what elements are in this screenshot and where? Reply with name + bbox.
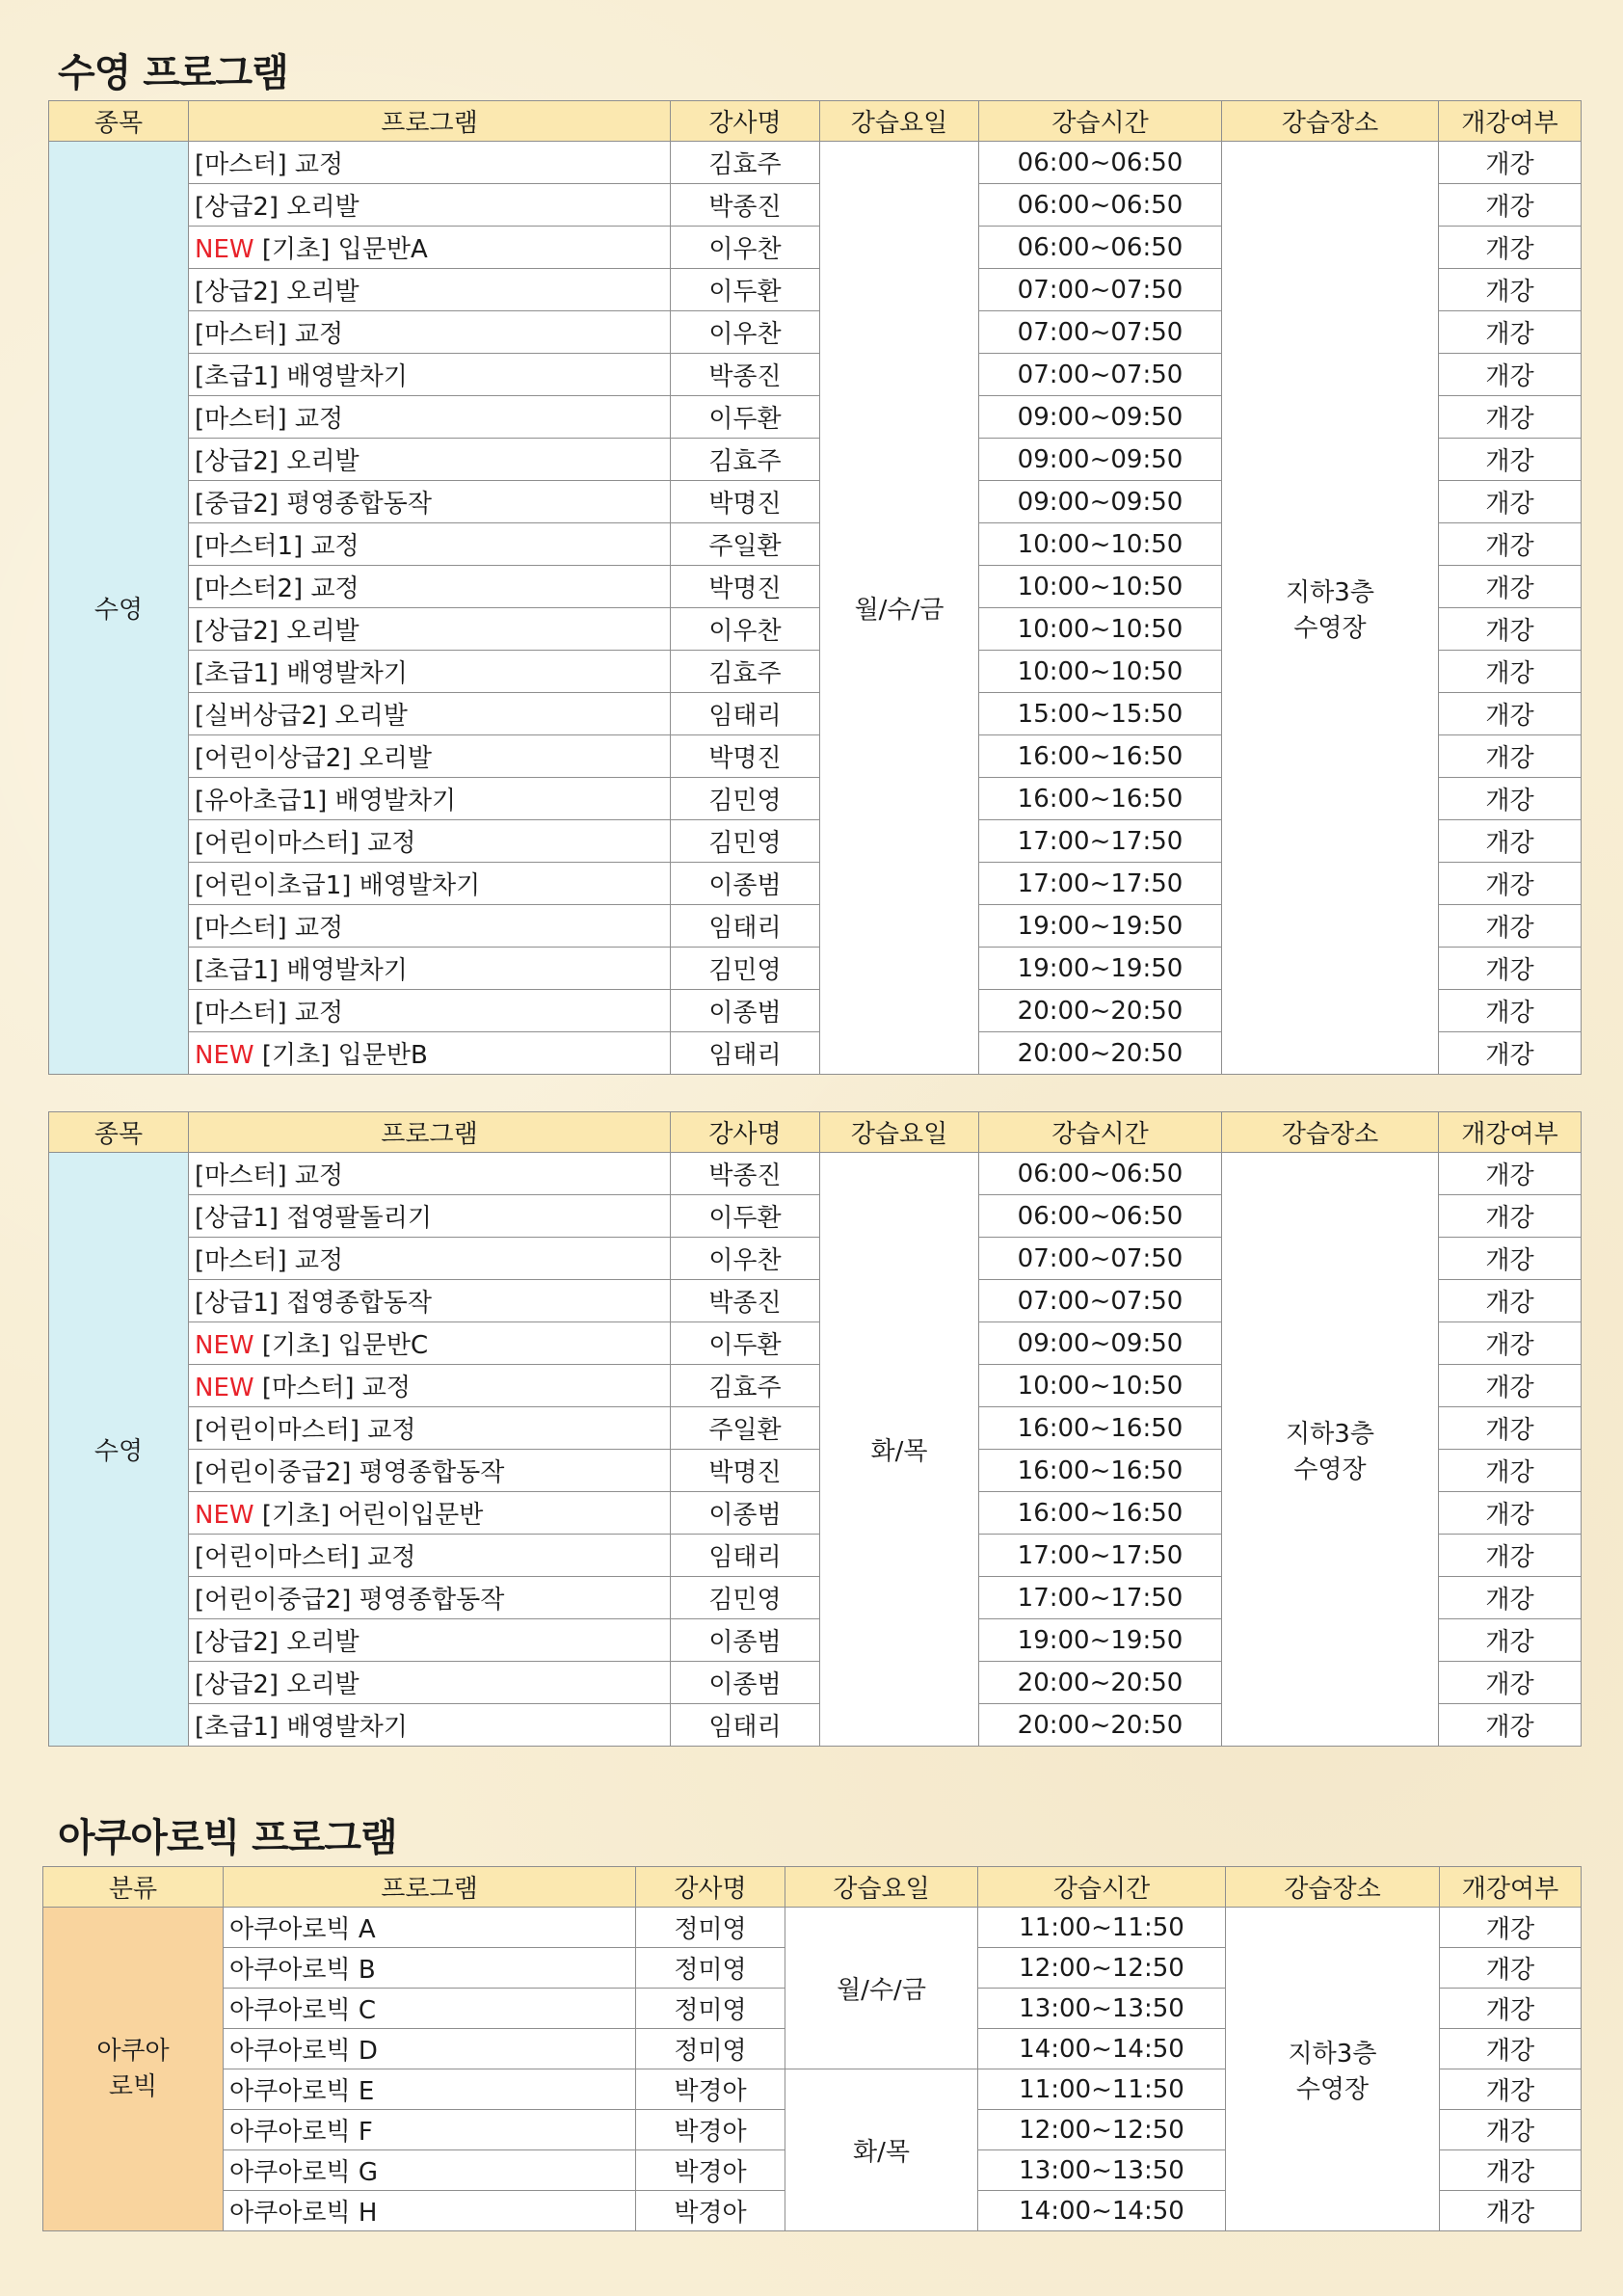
time-cell: 10:00~10:50 [979, 651, 1222, 693]
instructor-cell: 김민영 [671, 820, 820, 863]
time-cell: 07:00~07:50 [979, 269, 1222, 311]
instructor-cell: 이종범 [671, 1662, 820, 1704]
program-cell: 아쿠아로빅 H [224, 2191, 636, 2231]
program-name: [상급2] 오리발 [195, 193, 359, 222]
new-badge: NEW [195, 1041, 254, 1070]
instructor-cell: 이우찬 [671, 227, 820, 269]
table-row [43, 1908, 1582, 1948]
program-name: [마스터] 교정 [195, 1161, 344, 1190]
header-category: 분류 [43, 1867, 224, 1908]
table-header-row [49, 1112, 1582, 1153]
instructor-cell: 박경아 [636, 2191, 785, 2231]
program-name: [초급1] 배영발차기 [195, 362, 408, 391]
category-cell: 수영 [49, 1153, 189, 1747]
program-name: [기초] 입문반A [261, 235, 428, 264]
instructor-cell: 임태리 [671, 1704, 820, 1747]
program-name: [마스터2] 교정 [195, 574, 359, 603]
status-cell: 개강 [1439, 523, 1582, 566]
instructor-cell: 임태리 [671, 693, 820, 735]
program-name: [중급2] 평영종합동작 [195, 490, 433, 519]
new-badge: NEW [195, 1501, 254, 1530]
time-cell: 10:00~10:50 [979, 523, 1222, 566]
time-cell: 07:00~07:50 [979, 1280, 1222, 1322]
time-cell: 13:00~13:50 [978, 2150, 1226, 2191]
table-row [49, 1153, 1582, 1195]
instructor-cell: 이우찬 [671, 608, 820, 651]
instructor-cell: 박경아 [636, 2150, 785, 2191]
status-cell: 개강 [1439, 396, 1582, 439]
instructor-cell: 김효주 [671, 651, 820, 693]
instructor-cell: 박종진 [671, 1280, 820, 1322]
instructor-cell: 주일환 [671, 1407, 820, 1450]
instructor-cell: 주일환 [671, 523, 820, 566]
header-instructor: 강사명 [671, 101, 820, 142]
time-cell: 16:00~16:50 [979, 778, 1222, 820]
instructor-cell: 이우찬 [671, 311, 820, 354]
header-program: 프로그램 [189, 101, 671, 142]
program-cell [189, 1153, 671, 1195]
status-cell: 개강 [1439, 820, 1582, 863]
instructor-cell: 이종범 [671, 1492, 820, 1535]
program-cell: 아쿠아로빅 D [224, 2029, 636, 2069]
time-cell: 06:00~06:50 [979, 142, 1222, 184]
location-line: 수영장 [1293, 1455, 1367, 1484]
program-cell [189, 566, 671, 608]
program-cell [189, 269, 671, 311]
program-cell [189, 523, 671, 566]
program-cell [189, 1492, 671, 1535]
program-name: [초급1] 배영발차기 [195, 956, 408, 985]
status-cell: 개강 [1439, 311, 1582, 354]
header-location: 강습장소 [1222, 1112, 1439, 1153]
location-line: 지하3층 [1286, 577, 1374, 607]
instructor-cell: 박경아 [636, 2069, 785, 2110]
status-cell: 개강 [1440, 2150, 1582, 2191]
time-cell: 09:00~09:50 [979, 439, 1222, 481]
status-cell: 개강 [1439, 1280, 1582, 1322]
time-cell: 09:00~09:50 [979, 1322, 1222, 1365]
program-cell [189, 820, 671, 863]
status-cell: 개강 [1439, 1365, 1582, 1407]
status-cell: 개강 [1439, 481, 1582, 523]
program-cell [189, 1577, 671, 1619]
category-cell [43, 1908, 224, 2231]
header-time: 강습시간 [979, 101, 1222, 142]
header-days: 강습요일 [820, 101, 979, 142]
swim-section-title: 수영 프로그램 [58, 51, 288, 95]
program-name: [초급1] 배영발차기 [195, 659, 408, 688]
program-name: [어린이중급2] 평영종합동작 [195, 1586, 505, 1615]
program-cell [189, 905, 671, 948]
time-cell: 14:00~14:50 [978, 2191, 1226, 2231]
time-cell: 19:00~19:50 [979, 1619, 1222, 1662]
header-category: 종목 [49, 101, 189, 142]
header-days: 강습요일 [785, 1867, 978, 1908]
time-cell: 20:00~20:50 [979, 990, 1222, 1032]
program-name: [마스터] 교정 [195, 150, 344, 179]
instructor-cell: 이두환 [671, 1322, 820, 1365]
status-cell: 개강 [1439, 1492, 1582, 1535]
instructor-cell: 박종진 [671, 1153, 820, 1195]
program-cell: 아쿠아로빅 A [224, 1908, 636, 1948]
new-badge: NEW [195, 1374, 254, 1402]
status-cell: 개강 [1439, 566, 1582, 608]
status-cell: 개강 [1439, 651, 1582, 693]
program-name: [마스터] 교정 [195, 320, 344, 349]
program-cell [189, 1322, 671, 1365]
time-cell: 10:00~10:50 [979, 1365, 1222, 1407]
header-category: 종목 [49, 1112, 189, 1153]
status-cell: 개강 [1439, 184, 1582, 227]
program-cell [189, 1407, 671, 1450]
program-cell [189, 1662, 671, 1704]
header-days: 강습요일 [820, 1112, 979, 1153]
days-cell: 월/수/금 [785, 1908, 978, 2069]
instructor-cell: 박명진 [671, 735, 820, 778]
status-cell: 개강 [1439, 439, 1582, 481]
instructor-cell: 박명진 [671, 1450, 820, 1492]
time-cell: 20:00~20:50 [979, 1704, 1222, 1747]
program-name: [마스터] 교정 [261, 1374, 411, 1402]
instructor-cell: 이종범 [671, 863, 820, 905]
time-cell: 06:00~06:50 [979, 1153, 1222, 1195]
program-cell [189, 1280, 671, 1322]
program-cell [189, 778, 671, 820]
instructor-cell: 김민영 [671, 948, 820, 990]
status-cell: 개강 [1440, 1989, 1582, 2029]
program-name: [어린이초급1] 배영발차기 [195, 871, 481, 900]
program-cell [189, 693, 671, 735]
time-cell: 09:00~09:50 [979, 396, 1222, 439]
status-cell: 개강 [1439, 227, 1582, 269]
program-cell [189, 1238, 671, 1280]
time-cell: 13:00~13:50 [978, 1989, 1226, 2029]
header-location: 강습장소 [1222, 101, 1439, 142]
instructor-cell: 이두환 [671, 396, 820, 439]
time-cell: 12:00~12:50 [978, 1948, 1226, 1989]
status-cell: 개강 [1439, 1450, 1582, 1492]
status-cell: 개강 [1439, 1619, 1582, 1662]
program-cell: 아쿠아로빅 C [224, 1989, 636, 2029]
status-cell: 개강 [1440, 2110, 1582, 2150]
program-name: [기초] 어린이입문반 [261, 1501, 484, 1530]
status-cell: 개강 [1439, 1535, 1582, 1577]
days-cell: 화/목 [785, 2069, 978, 2231]
time-cell: 16:00~16:50 [979, 1407, 1222, 1450]
program-name: [기초] 입문반B [261, 1041, 428, 1070]
instructor-cell: 이종범 [671, 990, 820, 1032]
time-cell: 07:00~07:50 [979, 354, 1222, 396]
instructor-cell: 박명진 [671, 481, 820, 523]
time-cell: 07:00~07:50 [979, 311, 1222, 354]
header-instructor: 강사명 [671, 1112, 820, 1153]
program-cell: 아쿠아로빅 F [224, 2110, 636, 2150]
status-cell: 개강 [1439, 905, 1582, 948]
header-time: 강습시간 [978, 1867, 1226, 1908]
instructor-cell: 정미영 [636, 2029, 785, 2069]
program-cell [189, 142, 671, 184]
time-cell: 17:00~17:50 [979, 820, 1222, 863]
program-cell [189, 481, 671, 523]
program-cell [189, 227, 671, 269]
status-cell: 개강 [1439, 948, 1582, 990]
program-cell [189, 439, 671, 481]
status-cell: 개강 [1440, 2029, 1582, 2069]
location-line: 지하3층 [1286, 1419, 1374, 1449]
program-name: [마스터1] 교정 [195, 532, 359, 561]
category-cell: 수영 [49, 142, 189, 1075]
program-name: [어린이중급2] 평영종합동작 [195, 1458, 505, 1487]
days-cell: 월/수/금 [820, 142, 979, 1075]
program-name: [상급1] 접영팔돌리기 [195, 1204, 433, 1233]
program-name: [상급2] 오리발 [195, 617, 359, 646]
instructor-cell: 김민영 [671, 1577, 820, 1619]
program-name: [어린이마스터] 교정 [195, 1543, 416, 1572]
program-cell [189, 1619, 671, 1662]
program-cell [189, 1535, 671, 1577]
status-cell: 개강 [1439, 1032, 1582, 1075]
header-status: 개강여부 [1439, 101, 1582, 142]
time-cell: 16:00~16:50 [979, 1492, 1222, 1535]
program-name: [마스터] 교정 [195, 914, 344, 943]
status-cell: 개강 [1439, 1195, 1582, 1238]
status-cell: 개강 [1439, 1322, 1582, 1365]
status-cell: 개강 [1440, 1908, 1582, 1948]
instructor-cell: 정미영 [636, 1948, 785, 1989]
location-cell [1222, 142, 1439, 1075]
program-cell [189, 1195, 671, 1238]
program-name: [초급1] 배영발차기 [195, 1713, 408, 1742]
program-cell [189, 1704, 671, 1747]
instructor-cell: 박경아 [636, 2110, 785, 2150]
time-cell: 14:00~14:50 [978, 2029, 1226, 2069]
status-cell: 개강 [1439, 1662, 1582, 1704]
program-name: [상급2] 오리발 [195, 447, 359, 476]
program-cell [189, 608, 671, 651]
location-line: 수영장 [1295, 2074, 1370, 2104]
new-badge: NEW [195, 1331, 254, 1360]
program-cell [189, 990, 671, 1032]
program-cell [189, 651, 671, 693]
category-line: 아쿠아 [96, 2037, 170, 2067]
program-cell [189, 735, 671, 778]
program-name: [어린이마스터] 교정 [195, 1416, 416, 1445]
status-cell: 개강 [1439, 735, 1582, 778]
time-cell: 06:00~06:50 [979, 227, 1222, 269]
header-instructor: 강사명 [636, 1867, 785, 1908]
time-cell: 10:00~10:50 [979, 608, 1222, 651]
status-cell: 개강 [1439, 693, 1582, 735]
header-location: 강습장소 [1226, 1867, 1440, 1908]
location-cell [1226, 1908, 1440, 2231]
status-cell: 개강 [1439, 608, 1582, 651]
status-cell: 개강 [1439, 1407, 1582, 1450]
status-cell: 개강 [1439, 1577, 1582, 1619]
program-name: [마스터] 교정 [195, 999, 344, 1028]
program-cell [189, 1032, 671, 1075]
program-cell [189, 863, 671, 905]
program-name: [유아초급1] 배영발차기 [195, 787, 457, 815]
status-cell: 개강 [1440, 2191, 1582, 2231]
status-cell: 개강 [1439, 990, 1582, 1032]
instructor-cell: 이두환 [671, 1195, 820, 1238]
status-cell: 개강 [1439, 1238, 1582, 1280]
instructor-cell: 김민영 [671, 778, 820, 820]
program-cell: 아쿠아로빅 G [224, 2150, 636, 2191]
header-status: 개강여부 [1440, 1867, 1582, 1908]
program-name: [기초] 입문반C [261, 1331, 429, 1360]
program-name: [실버상급2] 오리발 [195, 702, 408, 731]
swim-schedule-table-mwf [48, 100, 1582, 1075]
status-cell: 개강 [1440, 2069, 1582, 2110]
new-badge: NEW [195, 235, 254, 264]
instructor-cell: 임태리 [671, 1032, 820, 1075]
program-cell [189, 948, 671, 990]
time-cell: 17:00~17:50 [979, 863, 1222, 905]
program-cell [189, 1365, 671, 1407]
aqua-section-title: 아쿠아로빅 프로그램 [58, 1816, 397, 1860]
time-cell: 17:00~17:50 [979, 1535, 1222, 1577]
time-cell: 19:00~19:50 [979, 905, 1222, 948]
program-cell [189, 311, 671, 354]
instructor-cell: 박명진 [671, 566, 820, 608]
table-header-row [49, 101, 1582, 142]
status-cell: 개강 [1439, 354, 1582, 396]
days-cell: 화/목 [820, 1153, 979, 1747]
status-cell: 개강 [1439, 269, 1582, 311]
program-name: [상급2] 오리발 [195, 1628, 359, 1657]
time-cell: 20:00~20:50 [979, 1032, 1222, 1075]
status-cell: 개강 [1439, 1704, 1582, 1747]
header-program: 프로그램 [224, 1867, 636, 1908]
status-cell: 개강 [1439, 778, 1582, 820]
time-cell: 12:00~12:50 [978, 2110, 1226, 2150]
time-cell: 06:00~06:50 [979, 1195, 1222, 1238]
aquarobic-schedule-table [42, 1866, 1582, 2231]
program-cell [189, 184, 671, 227]
instructor-cell: 정미영 [636, 1908, 785, 1948]
instructor-cell: 임태리 [671, 1535, 820, 1577]
program-name: [어린이마스터] 교정 [195, 829, 416, 858]
time-cell: 16:00~16:50 [979, 735, 1222, 778]
location-line: 수영장 [1293, 613, 1367, 643]
time-cell: 19:00~19:50 [979, 948, 1222, 990]
instructor-cell: 이종범 [671, 1619, 820, 1662]
instructor-cell: 임태리 [671, 905, 820, 948]
time-cell: 07:00~07:50 [979, 1238, 1222, 1280]
instructor-cell: 박종진 [671, 354, 820, 396]
time-cell: 06:00~06:50 [979, 184, 1222, 227]
table-header-row [43, 1867, 1582, 1908]
time-cell: 09:00~09:50 [979, 481, 1222, 523]
program-cell [189, 396, 671, 439]
status-cell: 개강 [1439, 1153, 1582, 1195]
time-cell: 17:00~17:50 [979, 1577, 1222, 1619]
program-name: [상급2] 오리발 [195, 1670, 359, 1699]
program-name: [상급1] 접영종합동작 [195, 1289, 433, 1318]
time-cell: 20:00~20:50 [979, 1662, 1222, 1704]
program-cell: 아쿠아로빅 B [224, 1948, 636, 1989]
program-name: [어린이상급2] 오리발 [195, 744, 433, 773]
instructor-cell: 정미영 [636, 1989, 785, 2029]
instructor-cell: 김효주 [671, 142, 820, 184]
program-name: [마스터] 교정 [195, 405, 344, 434]
table-row [49, 142, 1582, 184]
status-cell: 개강 [1440, 1948, 1582, 1989]
instructor-cell: 김효주 [671, 1365, 820, 1407]
instructor-cell: 김효주 [671, 439, 820, 481]
header-time: 강습시간 [979, 1112, 1222, 1153]
swim-schedule-table-tt [48, 1111, 1582, 1747]
program-cell: 아쿠아로빅 E [224, 2069, 636, 2110]
time-cell: 16:00~16:50 [979, 1450, 1222, 1492]
header-status: 개강여부 [1439, 1112, 1582, 1153]
instructor-cell: 박종진 [671, 184, 820, 227]
header-program: 프로그램 [189, 1112, 671, 1153]
instructor-cell: 이우찬 [671, 1238, 820, 1280]
location-line: 지하3층 [1288, 2039, 1377, 2069]
time-cell: 10:00~10:50 [979, 566, 1222, 608]
program-cell [189, 354, 671, 396]
status-cell: 개강 [1439, 863, 1582, 905]
program-name: [마스터] 교정 [195, 1246, 344, 1275]
category-line: 로빅 [108, 2071, 158, 2101]
time-cell: 11:00~11:50 [978, 2069, 1226, 2110]
program-cell [189, 1450, 671, 1492]
time-cell: 11:00~11:50 [978, 1908, 1226, 1948]
time-cell: 15:00~15:50 [979, 693, 1222, 735]
instructor-cell: 이두환 [671, 269, 820, 311]
location-cell [1222, 1153, 1439, 1747]
program-name: [상급2] 오리발 [195, 278, 359, 307]
status-cell: 개강 [1439, 142, 1582, 184]
